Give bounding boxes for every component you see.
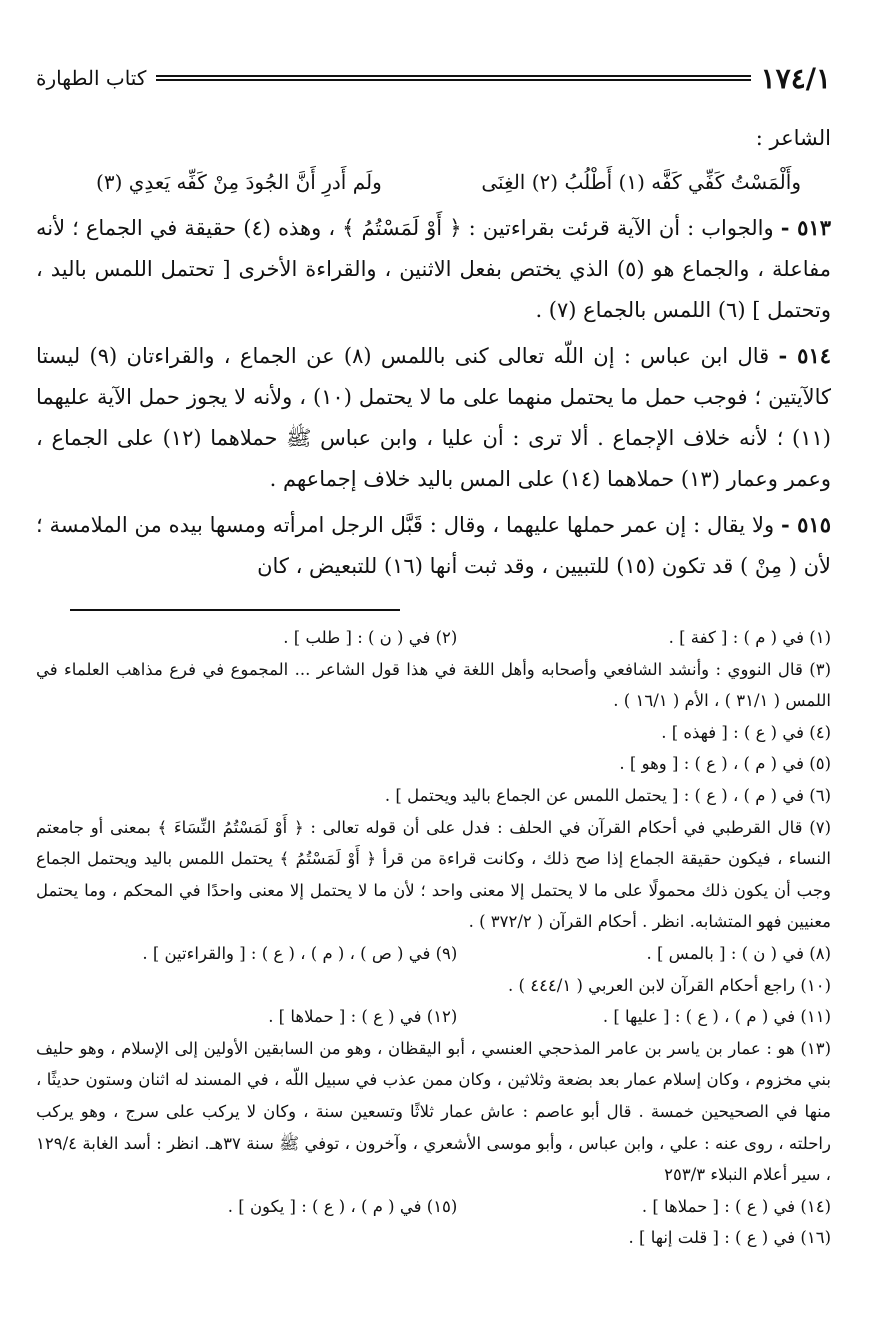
footnote-1: (١) في ( م ) : [ كفة ] . [668,628,831,647]
paragraph-number: ٥١٣ - [780,215,831,240]
footnote-9: (٩) في ( ص ) ، ( م ) ، ( ع ) : [ والقراءتين ] . [142,943,458,963]
paragraph-text: قال ابن عباس : إن اللّه تعالى كنى باللمس (٨) عن الجماع ، والقراءتان (٩) ليستا كالآيتين ؛ فوجب حمل ما يحتمل منهما على ما لا يحتمل (١٠) ، ولأنه لا يجوز حمل الآية عليهما (١١) ؛ لأنه خلاف الإجماع . ألا ترى : أن عليا ، وابن عباس ﷺ حملاهما (١٢) على الجماع ، وعمر وعمار (١٣) حملاهما (١٤) على المس باليد خلاف إجماعهم . [36,344,832,491]
footnotes [36,622,831,1254]
paragraph-515 [36,504,831,587]
footnote-row [36,1191,831,1223]
poem-second-hemistich: ولَم أَدرِ أَنَّ الجُودَ مِنْ كَفِّه يَعدِي (٣) [96,170,382,194]
footnote-12: (١٢) في ( ع ) : [ حملاها ] . [268,1007,458,1027]
footnote-7: (٧) قال القرطبي في أحكام القرآن في الحلف : فدل على أن قوله تعالى : ﴿ أَوْ لَمَسْتُمُ النِّسَاءَ ﴾ بمعنى أو جامعتم النساء ، فيكون حقيقة الجماع إذا صح ذلك ، وكانت قراءة من قرأ ﴿ أَوْ لَمَسْتُمُ ﴾ يحتمل اللمس باليد ويحتمل الجماع وجب أن يكون ذلك محمولًا على ما لا يحتمل إلا معنى واحد ؛ لأن ما لا يحتمل إلا معنى واحدًا في المحكم ، وما يحتمل معنيين فهو المتشابه. انظر . أحكام القرآن ( ٣٧٢/٢ ) . [36,817,831,932]
footnote-15: (١٥) في ( م ) ، ( ع ) : [ يكون ] . [227,1196,458,1216]
footnote-3: (٣) قال النووي : وأنشد الشافعي وأصحابه وأهل اللغة في هذا قول الشاعر ... المجموع في فرع مذاهب العلماء في اللمس ( ٣١/١ ) ، الأم ( ١٦/١ ) . [36,659,831,711]
footnote-divider [70,609,400,611]
paragraph-514 [36,335,831,500]
header-rule [156,75,750,81]
paragraph-text: والجواب : أن الآية قرئت بقراءتين : ﴿ أَوْ لَمَسْتُمُ ﴾ ، وهذه (٤) حقيقة في الجماع ؛ لأنه مفاعلة ، والجماع هو (٥) الذي يختص بفعل الاثنين ، والقراءة الأخرى [ تحتمل اللمس باليد ، وتحتمل ] (٦) اللمس بالجماع (٧) . [36,216,832,322]
footnote-row [36,1001,831,1033]
paragraph-text: ولا يقال : إن عمر حملها عليهما ، وقال : قَبَّل الرجل امرأته ومسها بيده من الملامسة ؛ لأن ( مِنْ ) قد تكون (١٥) للتبيين ، وقد ثبت أنها (١٦) للتبعيض ، كان [36,513,831,578]
poem-lead: الشاعر : [755,126,831,150]
footnote-row [36,938,831,970]
footnote-13: (١٣) هو : عمار بن ياسر بن عامر المذحجي العنسي ، أبو اليقظان ، وهو من السابقين الأولين إلى الإسلام ، وهو حليف بني مخزوم ، وكان إسلام عمار بعد بضعة وثلاثين ، وكان ممن عذب في سبيل اللّه ، في المسند له اثنان وستون حديثًا ، منها في الصحيحين خمسة . قال أبو عاصم : عاش عمار ثلاثًا وتسعين سنة ، وكان لا يركب على سرج ، وهو يركب راحلته ، روى عنه : علي ، وابن عباس ، وأبو موسى الأشعري ، وآخرون ، توفي ﷺ سنة ٣٧هـ. انظر : أسد الغابة ١٢٩/٤ ، سير أعلام النبلاء ٢٥٣/٣ [36,1038,831,1185]
footnote-10: (١٠) راجع أحكام القرآن لابن العربي ( ٤٤٤/١ ) . [508,975,831,995]
footnote-16: (١٦) في ( ع ) : [ قلت إنها ] . [628,1228,831,1248]
footnote-14: (١٤) في ( ع ) : [ حملاها ] . [641,1196,831,1216]
paragraph-513 [36,207,831,331]
footnote-11: (١١) في ( م ) ، ( ع ) : [ عليها ] . [602,1007,831,1027]
footnote-4: (٤) في ( ع ) : [ فهذه ] . [661,722,831,742]
footnote-8: (٨) في ( ن ) : [ بالمس ] . [646,943,831,963]
running-header [36,58,831,98]
main-text [36,118,831,591]
footnote-row [36,622,831,654]
paragraph-number: ٥١٤ - [778,343,832,368]
poem-verse [36,163,831,201]
poem-first-hemistich: وأَلْمَسْتُ كَفِّي كَفَّه (١) أَطْلُبُ (٢) الغِنَى [481,170,801,194]
footnote-6: (٦) في ( م ) ، ( ع ) : [ يحتمل اللمس عن الجماع باليد ويحتمل ] . [384,785,831,805]
page-number: ١٧٤/١ [760,61,831,95]
paragraph-number: ٥١٥ - [780,512,831,537]
footnote-2: (٢) في ( ن ) : [ طلب ] . [283,628,458,647]
book-title: كتاب الطهارة [36,66,147,90]
footnote-5: (٥) في ( م ) ، ( ع ) : [ وهو ] . [619,754,831,774]
